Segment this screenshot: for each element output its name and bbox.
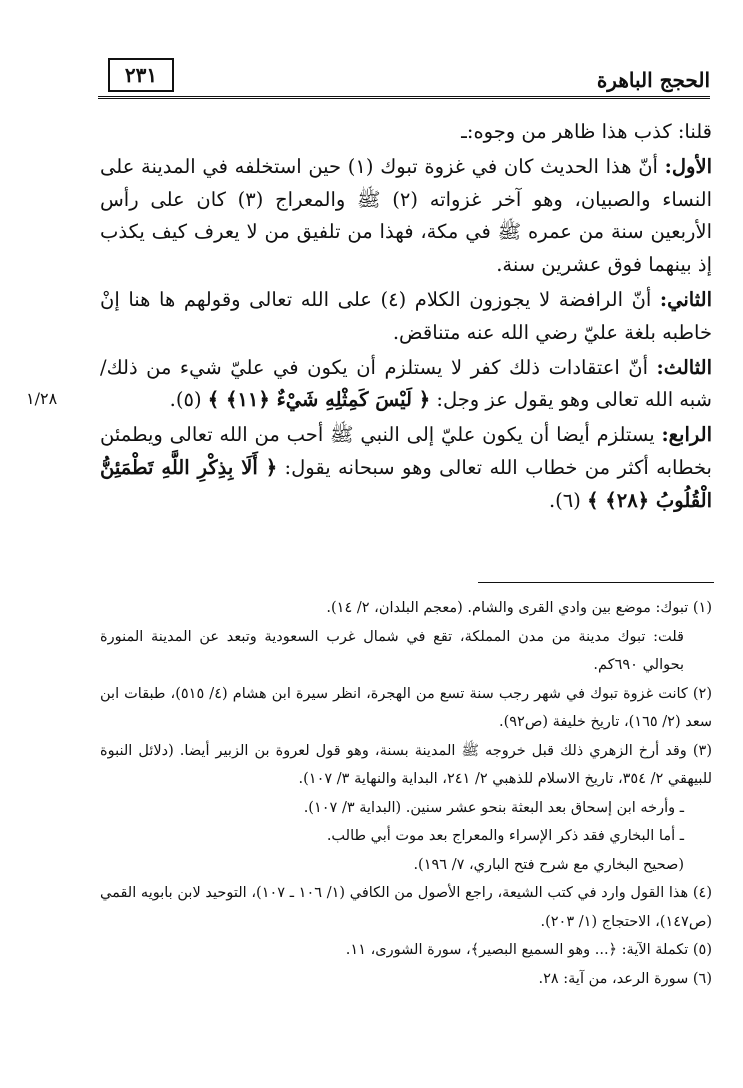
quran-verse-raad: ﴿ أَلَا بِذِكْرِ اللَّهِ تَطْمَئِنُّ الْقُلُوبُ ﴿٢٨﴾ ﴾ [100, 455, 712, 512]
main-text [100, 116, 712, 518]
footnote-2: (٢) كانت غزوة تبوك في شهر رجب سنة تسع من الهجرة، انظر سيرة ابن هشام (٤/ ٥١٥)، طبقات ابن سعد (٢/ ١٦٥)، تاريخ خليفة (ص٩٢). [100, 685, 713, 730]
quran-verse-shura: ﴿ لَيْسَ كَمِثْلِهِ شَيْءٌ ﴿١١﴾ ﴾ [207, 388, 431, 412]
point-fourth [100, 419, 712, 517]
point-fourth-text: يستلزم أيضا أن يكون عليّ إلى النبي ﷺ أحب من الله تعالى ويطمئن بخطابه أكثر من خطاب الله تعالى وهو سبحانه يقول: [100, 423, 712, 479]
point-first-text: أنّ هذا الحديث كان في غزوة تبوك (١) حين استخلفه في المدينة على النساء والصبيان، وهو آخر غزواته (٢) ﷺ والمعراج (٣) كان على رأس الأربعين سنة من عمره ﷺ في مكة، فهذا من تلفيق من لا يعرف كيف يكذب إذ بينهما فوق عشرين سنة. [100, 154, 712, 277]
point-fourth-label: الرابع: [661, 423, 712, 447]
footnote-3: (٣) وقد أرخ الزهري ذلك قبل خروجه ﷺ المدينة بسنة، وهو قول لعروة بن الزبير أيضا. (دلائل النبوة للبيهقي ٢/ ٣٥٤، تاريخ الاسلام للذهبي ٢/ ٢٤١، البداية والنهاية ٣/ ١٠٧). [100, 742, 712, 787]
point-second [100, 284, 712, 350]
footnote-4: (٤) هذا القول وارد في كتب الشيعة، راجع الأصول من الكافي (١/ ١٠٦ ـ ١٠٧)، التوحيد لابن بابويه القمي (ص١٤٧)، الاحتجاج (١/ ٢٠٣). [100, 885, 712, 930]
page-header [98, 58, 710, 98]
footnote-5: (٥) تكملة الآية: ﴿... وهو السميع البصير﴾، سورة الشورى، ١١. [345, 942, 712, 958]
page-number: ٢٣١ [108, 58, 174, 92]
point-second-text: أنّ الرافضة لا يجوزون الكلام (٤) على الله تعالى وقولهم ها هنا إنْ خاطبه بلغة عليّ رضي الله عنه متناقض. [100, 287, 712, 344]
footnote-3-note-a: ـ وأرخه ابن إسحاق بعد البعثة بنحو عشر سنين. (البداية ٣/ ١٠٧). [303, 799, 684, 816]
footnote-3-note-b: ـ أما البخاري فقد ذكر الإسراء والمعراج بعد موت أبي طالب. [326, 828, 684, 844]
header-rule [98, 96, 710, 99]
point-third-label: الثالث: [656, 355, 712, 379]
point-first [100, 151, 712, 282]
margin-volume-page-note: ١/٢٨ [26, 389, 58, 408]
book-title: الحجج الباهرة [596, 68, 710, 92]
point-fourth-end: (٦). [548, 488, 588, 512]
footnote-3-note-c: (صحيح البخاري مع شرح فتح الباري، ٧/ ١٩٦). [413, 856, 684, 873]
footnote-6: (٦) سورة الرعد، من آية: ٢٨. [538, 970, 712, 987]
footnotes [100, 594, 712, 993]
point-third-end: (٥). [169, 388, 208, 412]
point-second-label: الثاني: [659, 287, 712, 311]
point-third-text: أنّ اعتقادات ذلك كفر لا يستلزم أن يكون في عليّ شيء من ذلك/ شبه الله تعالى وهو يقول عز وجل: [100, 355, 712, 412]
point-third [100, 352, 712, 418]
footnote-1-comment: قلت: تبوك مدينة من مدن المملكة، تقع في شمال غرب السعودية وتبعد عن المدينة المنورة بحوالي ٦٩٠كم. [100, 628, 684, 673]
footnote-separator [478, 582, 714, 583]
footnote-1: (١) تبوك: موضع بين وادي القرى والشام. (معجم البلدان، ٢/ ١٤). [326, 600, 712, 616]
point-first-label: الأول: [664, 154, 712, 178]
intro-paragraph: قلنا: كذب هذا ظاهر من وجوه:ـ [461, 120, 712, 143]
